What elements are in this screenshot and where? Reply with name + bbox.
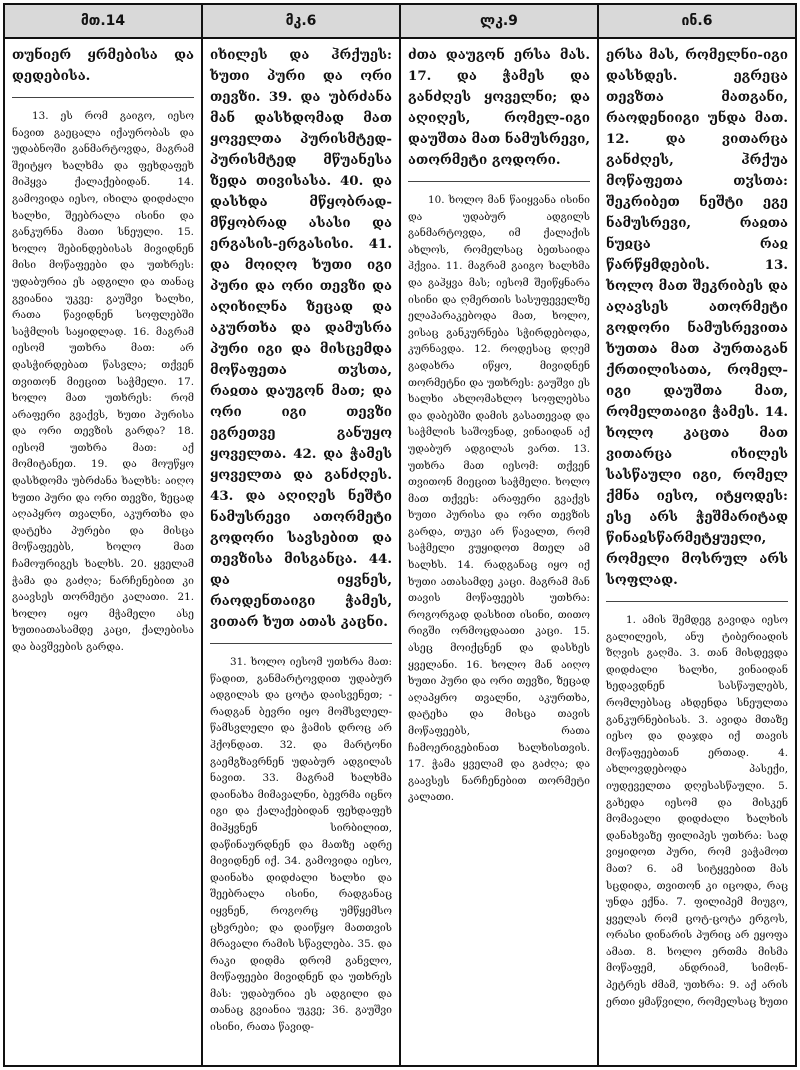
column-luke <box>401 39 599 1065</box>
column-header-matthew-14: მთ.14 <box>5 5 203 37</box>
column-header-mark-6: მკ.6 <box>203 5 401 37</box>
modern-georgian-text: 1. ამის შემდეგ გავიდა იესო გალილეის, ანუ ტიბერიადის ზღვის გაღმა. 3. თან მისდევდა დიდძალი ხალხი, ვინაიდან ხედავდნენ სასწაულებს, რომლებსაც ახდენდა სნეულთა განკურნებისას. 3. ავიდა მთაზე იესო და დაჯდა იქ თავის მოწაფეებთან ერთად. 4. ახლოვდებოდა პასექი, იუდეველთა დღესასწაული. 5. გახედა იესომ და მისკენ მომავალი დიდძალი ხალხის დანახვაზე ფილიპეს უთხრა: სად ვიყიდოთ პური, რომ ვაჭამოთ მათ? 6. ამ სიტყვებით მას სცდიდა, თვითონ კი იცოდა, რაც უნდა ექნა. 7. ფილიპემ მიუგო, ყველას რომ ცოტ-ცოტა ერგოს, ორასი დინარის პურიც არ ეყოფა ამათ. 8. ხოლო ერთმა მისმა მოწაფემ, ანდრიამ, სიმონ-პეტრეს ძმამ, უთხრა: 9. აქ არის ერთი ყმაწვილი, რომელსაც ხუთი <box>606 601 788 1010</box>
column-john <box>599 39 795 1065</box>
column-header-luke-9: ლკ.9 <box>401 5 599 37</box>
column-header-john-6: ინ.6 <box>681 13 713 29</box>
modern-georgian-text: 13. ეს რომ გაიგო, იესო ნავით გაეცალა იქაურობას და უდაბნოში განმარტოვდა, მაგრამ შეიტყო ხალხმა და ფეხდაფეხ მიჰყვა ქალაქებიდან. 14. გამოვიდა იესო, იხილა დიდძალი ხალხი, შეებრალა ისინი და განკურნა მათი სნეული. 15. ხოლო შებინდებისას მივიდნენ მისი მოწაფეები და უთხრეს: უდაბურია ეს ადგილი და თანაც გვიანია უკვე: გაუშვი ხალხი, რათა წავიდნენ სოფლებში საჭმლის საყიდლად. 16. მაგრამ იესომ უთხრა მათ: არ დასჭირდებათ წასვლა; თქვენ თვითონ მიეცით საჭმელი. 17. ხოლო მათ უთხრეს: რომ არაფერი გვაქვს, ხუთი პურისა და ორი თევზის გარდა? 18. იესომ უთხრა მათ: აქ მომიტანეთ. 19. და მოუწყო დასხდომა უბრძანა ხალხს: აიღო ხუთი პური და ორი თევზი, ზეცად აღაპყრო თვალნი, აკურთხა და დატეხა პურები და მისცა მოწაფეებს, ხოლო მათ ჩამოურიგეს ხალხს. 20. ყველამ ჭამა და გაძღა; ნარჩენებით კი გაავსეს თორმეტი კალათი. 21. ხოლო იყო მჭამელი ასე ხუთიათასამდე კაცი, ქალებისა და ბავშვების გარდა. <box>12 97 194 656</box>
columns-body <box>5 39 795 1065</box>
modern-georgian-text: 10. ხოლო მან წაიყვანა ისინი და უდაბურ ადგილს განმარტოვდა, იმ ქალაქის ახლოს, რომელსაც ბეთსაიდა ჰქვია. 11. მაგრამ გაიგო ხალხმა და გაჰყვა მას; იესომ შეიწყნარა ისინი და ღმერთის სასუფეველზე ელაპარაკებოდა მათ, ხოლო, ვისაც განკურნება სჭირდებოდა, კურნავდა. 12. როდესაც დღემ გადახრა იწყო, მივიდნენ თორმეტნი და უთხრეს: გაუშვი ეს ხალხი ახლომახლო სოფლებსა და დაბებში დამის გასათევად და საჭმლის საშოვნად, ვინაიდან აქ უდაბურ ადგილას ვართ. 13. უთხრა მათ იესომ: თქვენ თვითონ მიეცით საჭმელი. ხოლო მათ თქვეს: არაფერი გვაქვს ხუთი პურისა და ორი თევზის გარდა, თუკი არ წავალთ, რომ საჭმელი ვუყიდოთ მთელ ამ ხალხს. 14. რადგანაც იყო იქ ხუთი ათასამდე კაცი. მაგრამ მან თავის მოწაფეებს უთხრა: როგორგად დასხით ისინი, თითო რიგში ორმოცდაათი კაცი. 15. ასეც მოიქცნენ და დასხეს ყველანი. 16. ხოლო მან აიღო ხუთი პური და ორი თევზი, ზეცად აღაპყრო თვალნი, აკურთხა, დატეხა და მისცა თავის მოწაფეებს, რათა ჩამოერიგებინათ ხალხისთვის. 17. ჭამა ყველამ და გაძღა; და გაავსეს ნარჩენებით თორმეტი კალათი. <box>408 181 590 806</box>
parallel-gospel-page <box>3 3 797 1067</box>
modern-georgian-text: 31. ხოლო იესომ უთხრა მათ: წადით, განმარტოვდით უდაბურ ადგილას და ცოტა დაისვენეთ; - რადგან ბევრი იყო მომსვლელ-წამსვლელი და ჭამის დროც არ ჰქონდათ. 32. და მარტონი გაემგზავრნენ უდაბურ ადგილას ნავით. 33. მაგრამ ხალხმა დაინახა მიმავალნი, ბევრმა იცნო იგი და ქალაქებიდან ფეხდაფეხ მიჰყვნენ სირბილით, დაწინაურდნენ და მათზე ადრე მივიდნენ იქ. 34. გამოვიდა იესო, დაინახა დიდძალი ხალხი და შეებრალა ისინი, რადგანაც იყვნენ, როგორც უმწყემსო ცხვრები; და დაიწყო მათთვის მრავალი რამის სწავლება. 35. და რაკი დიდმა დრომ განვლო, მოწაფეები მივიდნენ და უთხრეს მას: უდაბურია ეს ადგილი და თანაც გვიანია უკვე; 36. გაუშვი ისინი, რათა წავიდ- <box>210 643 392 1036</box>
old-georgian-text: ძთა დაუგონ ერსა მას. 17. და ჭამეს და განძღეს ყოველნი; და აღიღეს, რომელ-იგი დაუშთა მათ ნამუსრევი, ათორმეტი გოდორი. <box>408 47 590 168</box>
column-mark <box>203 39 401 1065</box>
old-georgian-text: ერსა მას, რომელნი-იგი დასხდეს. ეგრეცა თევზთა მათგანი, რაოდენიიგი უნდა მათ. 12. და ვითარცა განძღეს, ჰრქუა მოწაფეთა თჳსთა: შეკრიბეთ ნეშტი ეგე ნამუსრევი, რაჲთა ნუჲცა რაჲ წარწყმდების. 13. ხოლო მათ შეკრიბეს და აღავსეს ათორმეტი გოდორი ნამუსრევითა ხუთთა მათ პურთაგან ქრთილისათა, რომელ-იგი დაუშთა მათ, რომელთაიგი ჭამეს. 14. ხოლო კაცთა მათ ვითარცა იხილეს სასწაული იგი, რომელ ქმნა იესო, იტყოდეს: ესე არს ჭეშმარიტად წინაჲსწარმეტყუელი, რომელი მოსრულ არს სოფლად. <box>606 47 788 588</box>
old-georgian-text: იხილეს და ჰრქუეს: ხუთი პური და ორი თევზი. 39. და უბრძანა მან დასხდომად მათ ყოველთა პურისმტედ-პურისმტედ მწუანესა ზედა თივისასა. 40. და დასხდა მწყობრად-მწყობრად ასასი და ერგასის-ერგასისი. 41. და მოიღო ხუთი იგი პური და ორი თევზი და აღიხილნა ზეცად და აკურთხა და დამუსრა პური იგი და მისცემდა მოწაფეთა თჳსთა, რაჲთა დაუგონ მათ; და ორი იგი თევზი ეგრეთვე განუყო ყოველთა. 42. და ჭამეს ყოველთა და განძღეს. 43. და აღიღეს ნეშტი ნამუსრევი ათორმეტი გოდორი სავსებით და თევზისა მისგანცა. 44. და იყვნეს, რაოდენთაიგი ჭამეს, ვითარ ხუთ ათას კაცნი. <box>210 47 392 630</box>
old-georgian-text: თუნიერ ყრმებისა და დედებისა. <box>12 47 194 84</box>
column-matthew <box>5 39 203 1065</box>
header-row <box>5 5 795 39</box>
